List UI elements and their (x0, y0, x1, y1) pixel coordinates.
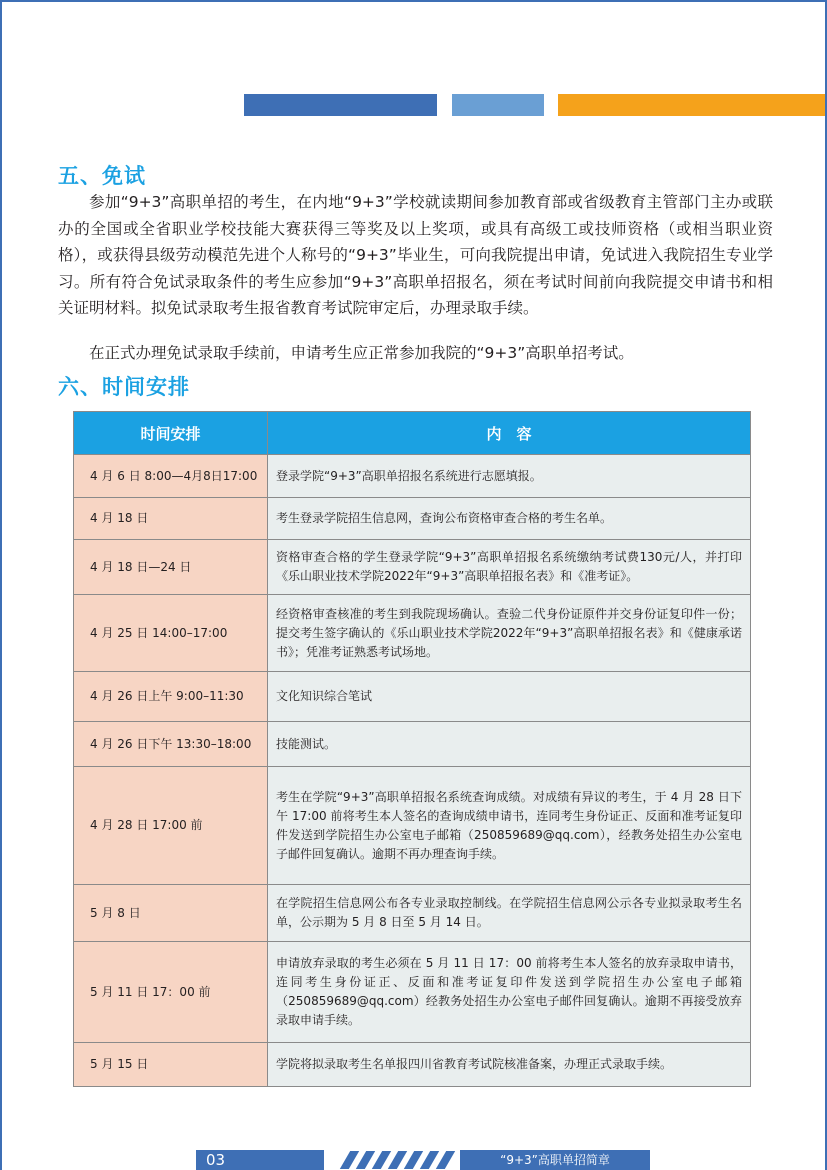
header-bar-dark-blue (244, 94, 437, 116)
content-cell: 经资格审查核准的考生到我院现场确认。查验二代身份证原件并交身份证复印件一份；提交考生签字确认的《乐山职业技术学院2022年“9+3”高职单招报名表》和《健康承诺书》；凭准考证熟悉考试场地。 (268, 595, 751, 672)
table-row (74, 722, 751, 767)
content-cell: 文化知识综合笔试 (268, 672, 751, 722)
table-row (74, 1043, 751, 1087)
time-cell: 4 月 18 日—24 日 (74, 540, 268, 595)
table-row (74, 885, 751, 942)
time-cell: 5 月 15 日 (74, 1043, 268, 1087)
footer-stripe (436, 1151, 455, 1169)
table-row (74, 455, 751, 498)
exemption-paragraph-2: 在正式办理免试录取手续前，申请考生应正常参加我院的“9+3”高职单招考试。 (89, 344, 634, 362)
time-cell: 5 月 11 日 17：00 前 (74, 942, 268, 1043)
content-cell: 登录学院“9+3”高职单招报名系统进行志愿填报。 (268, 455, 751, 498)
header-content: 内 容 (268, 412, 751, 455)
time-cell: 4 月 26 日下午 13:30–18:00 (74, 722, 268, 767)
content-cell: 考生登录学院招生信息网，查询公布资格审查合格的考生名单。 (268, 498, 751, 540)
footer-doc-title: “9+3”高职单招简章 (460, 1150, 650, 1170)
content-cell: 考生在学院“9+3”高职单招报名系统查询成绩。对成绩有异议的考生，于 4 月 28 日下午 17:00 前将考生本人签名的查询成绩申请书，连同考生身份证正、反面和准考证复印件发送到学院招生办公室电子邮箱（250859689@qq.com），经教务处招生办公室电子邮件回复确认。逾期不再办理查询手续。 (268, 767, 751, 885)
content-cell: 技能测试。 (268, 722, 751, 767)
content-cell: 学院将拟录取考生名单报四川省教育考试院核准备案，办理正式录取手续。 (268, 1043, 751, 1087)
table-row (74, 498, 751, 540)
section-title-schedule: 六、时间安排 (58, 375, 190, 399)
schedule-table (73, 411, 751, 1087)
header-bar-light-blue (452, 94, 544, 116)
exemption-paragraph-1: 参加“9+3”高职单招的考生，在内地“9+3”学校就读期间参加教育部或省级教育主管部门主办或联办的全国或全省职业学校技能大赛获得三等奖及以上奖项，或具有高级工或技师资格（或相当职业资格），或获得县级劳动模范先进个人称号的“9+3”毕业生，可向我院提出申请，免试进入我院招生专业学习。所有符合免试录取条件的考生应参加“9+3”高职单招报名，须在考试时间前向我院提交申请书和相关证明材料。拟免试录取考生报省教育考试院审定后，办理录取手续。 (58, 193, 773, 317)
header-bar-orange (558, 94, 825, 116)
page-number: 03 (196, 1150, 324, 1170)
table-row (74, 595, 751, 672)
content-cell: 在学院招生信息网公布各专业录取控制线。在学院招生信息网公示各专业拟录取考生名单，公示期为 5 月 8 日至 5 月 14 日。 (268, 885, 751, 942)
table-header-row (74, 412, 751, 455)
content-cell: 资格审查合格的学生登录学院“9+3”高职单招报名系统缴纳考试费130元/人，并打印《乐山职业技术学院2022年“9+3”高职单招报名表》和《准考证》。 (268, 540, 751, 595)
section-title-exemption: 五、免试 (58, 164, 146, 188)
header-time: 时间安排 (74, 412, 268, 455)
time-cell: 4 月 25 日 14:00–17:00 (74, 595, 268, 672)
frame-top-line (0, 0, 827, 2)
frame-left-line (0, 0, 2, 1170)
time-cell: 4 月 18 日 (74, 498, 268, 540)
content-cell: 申请放弃录取的考生必须在 5 月 11 日 17：00 前将考生本人签名的放弃录取申请书，连同考生身份证正、反面和准考证复印件发送到学院招生办公室电子邮箱（250859689@qq.com）经教务处招生办公室电子邮件回复确认。逾期不再接受放弃录取申请手续。 (268, 942, 751, 1043)
time-cell: 4 月 28 日 17:00 前 (74, 767, 268, 885)
table-row (74, 672, 751, 722)
time-cell: 5 月 8 日 (74, 885, 268, 942)
table-row (74, 540, 751, 595)
time-cell: 4 月 6 日 8:00—4月8日17:00 (74, 455, 268, 498)
table-row (74, 942, 751, 1043)
table-row (74, 767, 751, 885)
time-cell: 4 月 26 日上午 9:00–11:30 (74, 672, 268, 722)
